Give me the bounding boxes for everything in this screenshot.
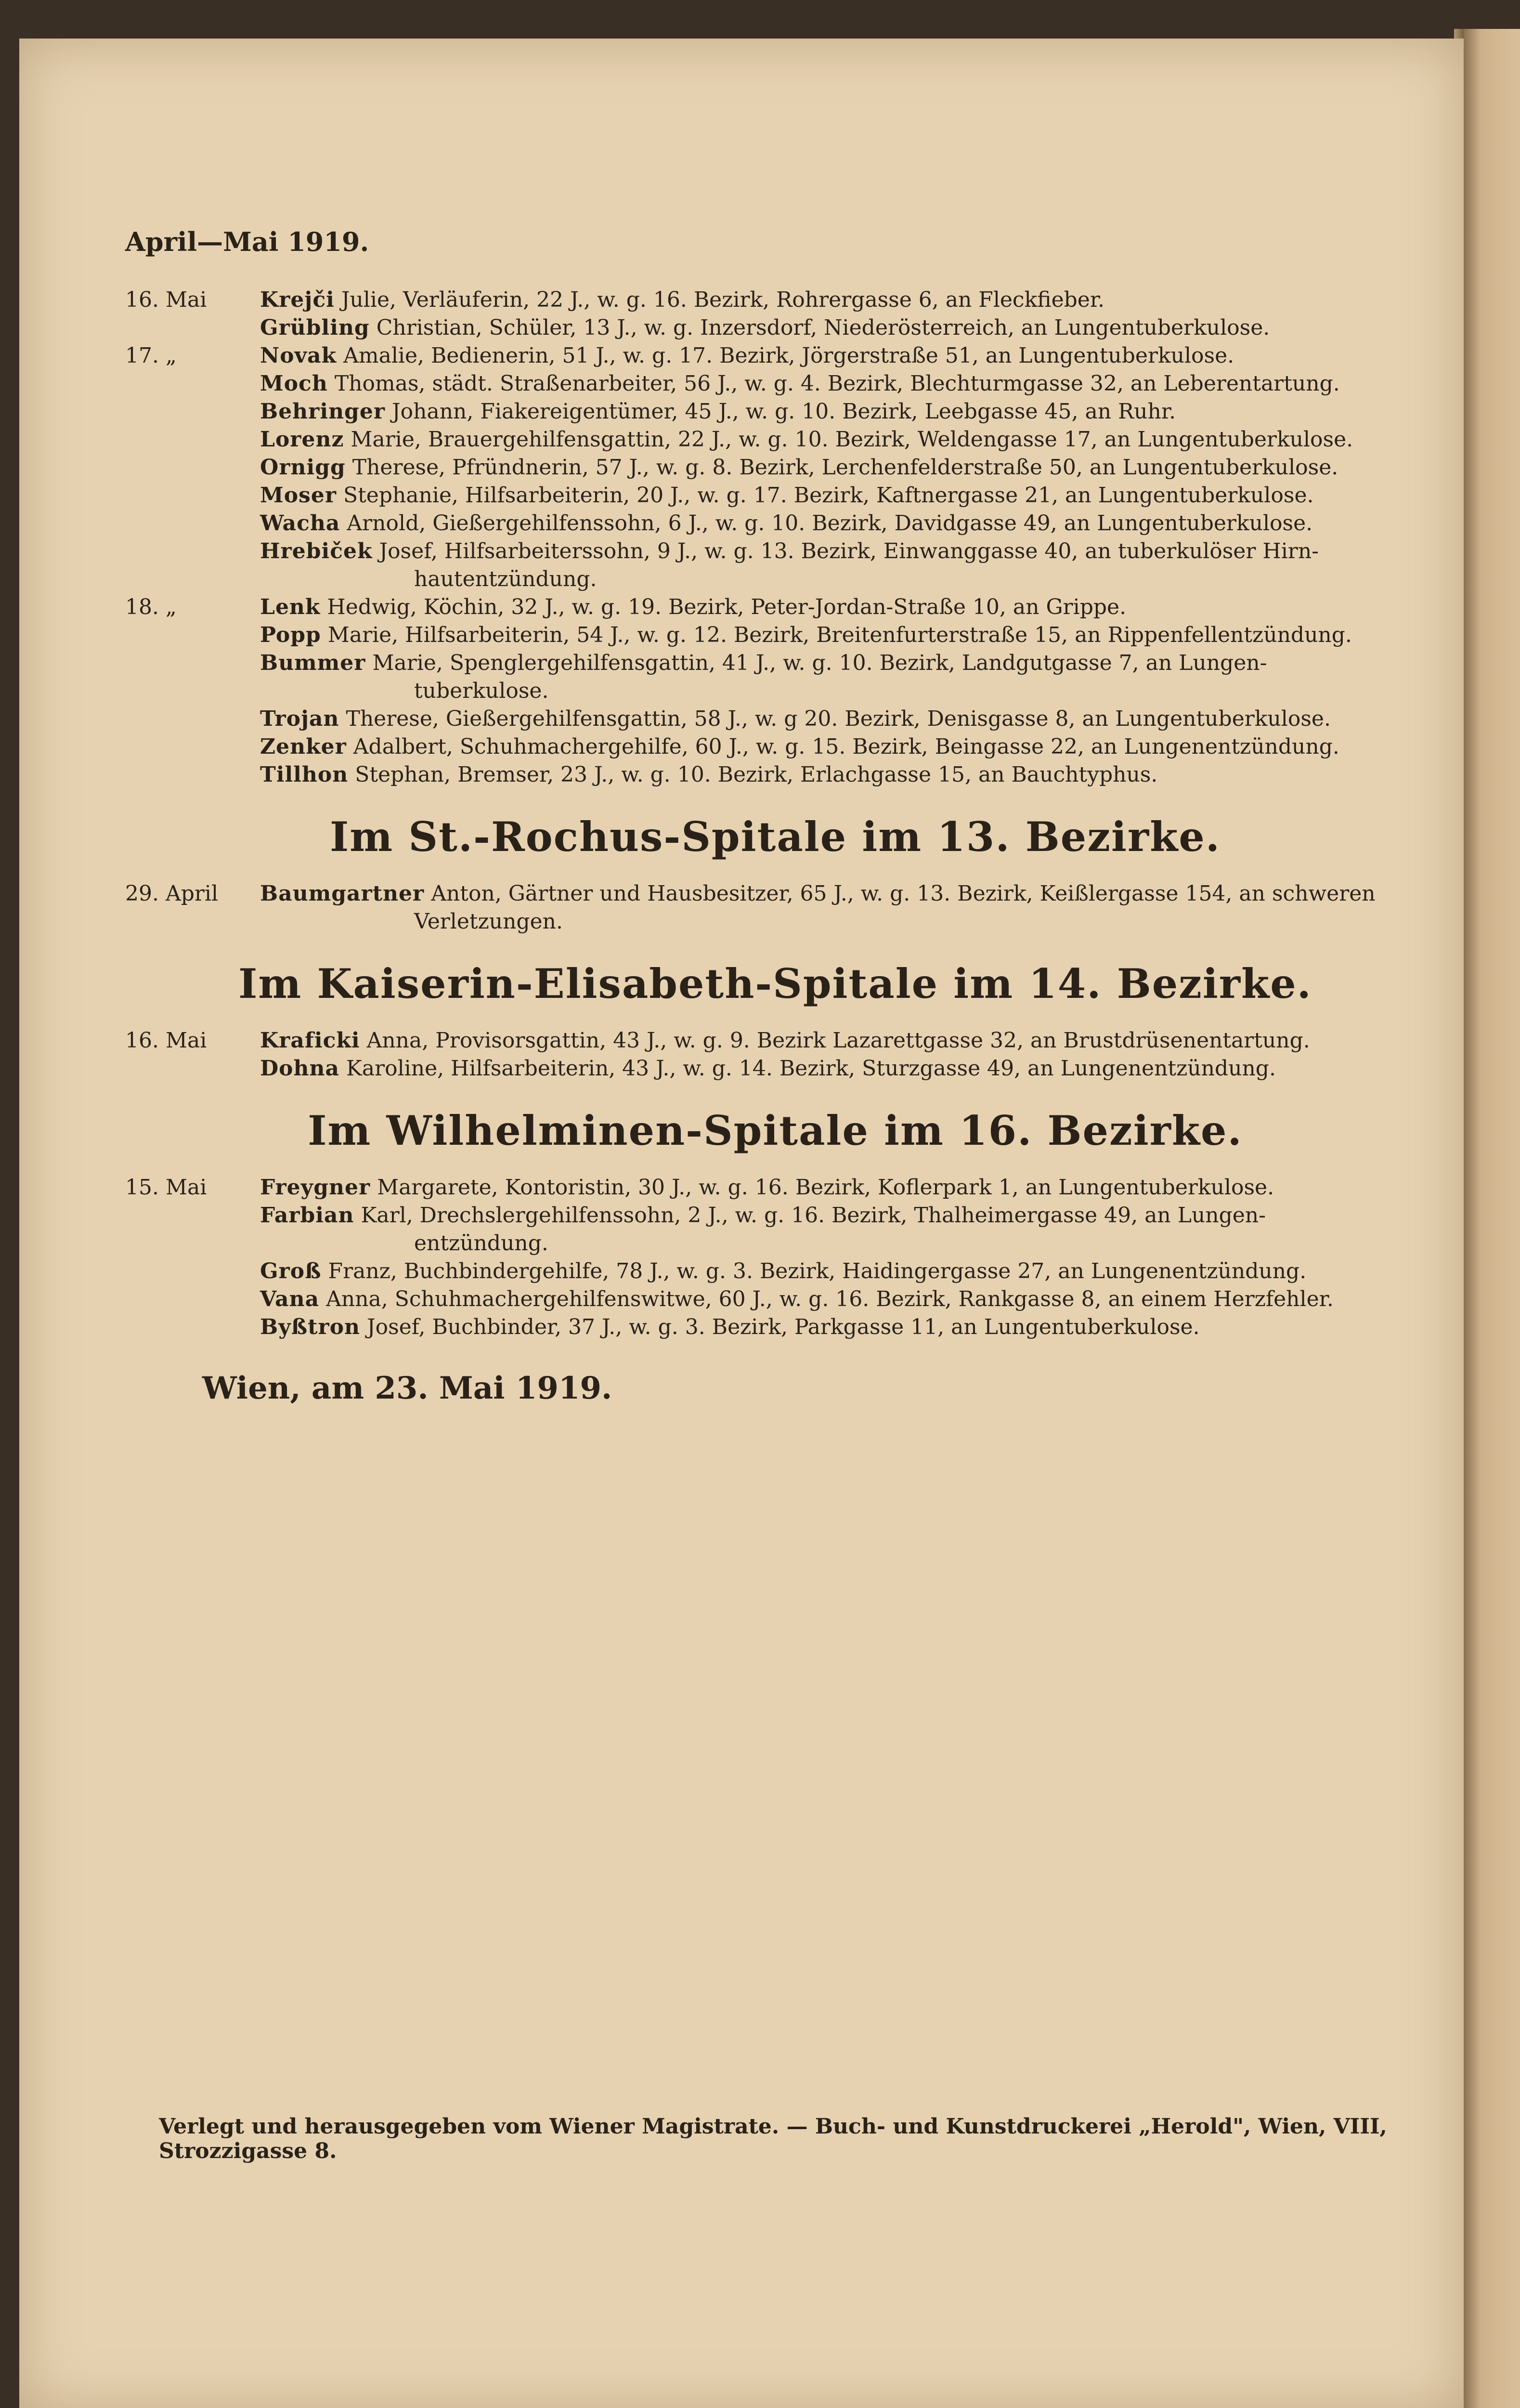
entry-details: Marie, Spenglergehilfensgattin, 41 J., w. g. 10. Bezirk, Landgutgasse 7, an Lungen- [365, 651, 1267, 675]
entry-name: Krejči [260, 288, 335, 312]
entry-date [125, 761, 260, 789]
death-list-wilhelminen [125, 1174, 1425, 1341]
entry-name: Trojan [260, 707, 339, 731]
list-item [125, 510, 1425, 537]
entry-name: Freygner [260, 1175, 371, 1200]
entry-details: Anna, Schuhmachergehilfenswitwe, 60 J., w. g. 16. Bezirk, Rankgasse 8, an einem Herzfehler. [319, 1287, 1334, 1311]
entry-name: Hrebiček [260, 539, 373, 563]
entry-continuation: entzündung. [414, 1231, 548, 1256]
entry-continuation: tuberkulose. [414, 679, 549, 703]
entry-name: Ornigg [260, 455, 346, 480]
entry-text [260, 621, 1425, 649]
entry-details: Johann, Fiakereigentümer, 45 J., w. g. 10. Bezirk, Leebgasse 45, an Ruhr. [385, 399, 1176, 424]
entry-text [260, 286, 1425, 314]
entry-details: Christian, Schüler, 13 J., w. g. Inzersdorf, Niederösterreich, an Lungentuberkulose. [369, 315, 1270, 340]
entry-name: Dohna [260, 1056, 339, 1081]
signature-line: Wien, am 23. Mai 1919. [202, 1370, 612, 1406]
entry-date: 17. „ [125, 343, 177, 368]
entry-text [260, 314, 1425, 342]
list-item [125, 1202, 1425, 1230]
entry-details: Anton, Gärtner und Hausbesitzer, 65 J., w. g. 13. Bezirk, Keißlergasse 154, an schweren [424, 881, 1376, 906]
list-item [125, 454, 1425, 482]
entry-details: Josef, Buchbinder, 37 J., w. g. 3. Bezirk, Parkgasse 11, an Lungentuberkulose. [360, 1315, 1200, 1339]
entry-text [260, 1202, 1425, 1230]
entry-name: Groß [260, 1259, 322, 1283]
page-content [125, 226, 1425, 1406]
entry-date [125, 1202, 260, 1230]
entry-name: Bummer [260, 651, 366, 675]
entry-continuation: hautentzündung. [414, 567, 597, 591]
list-item [125, 342, 1425, 370]
entry-date [125, 1285, 260, 1313]
list-item [125, 593, 1425, 621]
list-item [125, 621, 1425, 649]
list-item [125, 705, 1425, 733]
adjacent-page-edge [1464, 29, 1520, 2408]
entry-date [125, 621, 260, 649]
entry-details: Franz, Buchbindergehilfe, 78 J., w. g. 3. Bezirk, Haidingergasse 27, an Lungenentzündung. [321, 1259, 1307, 1283]
entry-text [260, 510, 1425, 537]
entry-name: Popp [260, 623, 321, 647]
entry-date: 16. Mai [125, 288, 207, 312]
death-list-general [125, 286, 1425, 789]
entry-text [260, 1027, 1425, 1055]
entry-name: Kraficki [260, 1028, 360, 1053]
list-item [125, 733, 1425, 761]
entry-date [125, 314, 260, 342]
entry-text [260, 761, 1425, 789]
entry-details: Hedwig, Köchin, 32 J., w. g. 19. Bezirk, Peter-Jordan-Straße 10, an Grippe. [320, 595, 1127, 619]
entry-date [125, 1055, 260, 1083]
entry-text [260, 1313, 1425, 1341]
entry-name: Zenker [260, 734, 347, 759]
entry-date: 16. Mai [125, 1028, 207, 1053]
entry-date [125, 454, 260, 482]
entry-details: Josef, Hilfsarbeiterssohn, 9 J., w. g. 13. Bezirk, Einwanggasse 40, an tuberkulöser Hirn- [372, 539, 1319, 563]
entry-date [125, 705, 260, 733]
list-item [125, 1055, 1425, 1083]
entry-date [125, 1257, 260, 1285]
entry-text [260, 880, 1425, 908]
list-item [125, 1313, 1425, 1341]
entry-date [125, 426, 260, 454]
entry-date [125, 649, 260, 677]
list-item [125, 286, 1425, 314]
list-item [125, 1027, 1425, 1055]
entry-details: Marie, Brauergehilfensgattin, 22 J., w. g. 10. Bezirk, Weldengasse 17, an Lungentuberkulose. [344, 427, 1353, 452]
entry-text [260, 593, 1425, 621]
publisher-footer: Verlegt und herausgegeben vom Wiener Magistrate. — Buch- und Kunstdruckerei „Herold", Wien, VIII, Strozzigasse 8. [159, 2114, 1387, 2163]
entry-details: Amalie, Bedienerin, 51 J., w. g. 17. Bezirk, Jörgerstraße 51, an Lungentuberkulose. [337, 343, 1234, 368]
entry-name: Lenk [260, 595, 321, 619]
list-item [125, 370, 1425, 398]
entry-name: Tillhon [260, 762, 349, 787]
entry-text [260, 1257, 1425, 1285]
entry-text [260, 705, 1425, 733]
list-item [125, 1285, 1425, 1313]
entry-details: Julie, Verläuferin, 22 J., w. g. 16. Bezirk, Rohrergasse 6, an Fleckfieber. [334, 288, 1105, 312]
entry-name: Moch [260, 371, 328, 396]
list-item [125, 426, 1425, 454]
entry-date [125, 510, 260, 537]
entry-date [125, 733, 260, 761]
section-title-rochus: Im St.-Rochus-Spitale im 13. Bezirke. [329, 813, 1221, 861]
entry-date [125, 537, 260, 565]
list-item [125, 1174, 1425, 1202]
list-item [125, 482, 1425, 510]
death-list-elisabeth [125, 1027, 1425, 1083]
entry-name: Farbian [260, 1203, 354, 1228]
list-item [125, 1257, 1425, 1285]
section-title-elisabeth: Im Kaiserin-Elisabeth-Spitale im 14. Bezirke. [238, 960, 1312, 1008]
entry-text [260, 733, 1425, 761]
entry-details: Margarete, Kontoristin, 30 J., w. g. 16. Bezirk, Koflerpark 1, an Lungentuberkulose. [370, 1175, 1274, 1200]
entry-text [260, 1285, 1425, 1313]
entry-text [260, 342, 1425, 370]
entry-name: Behringer [260, 399, 386, 424]
entry-details: Stephanie, Hilfsarbeiterin, 20 J., w. g. 17. Bezirk, Kaftnergasse 21, an Lungentuberkulose. [337, 483, 1314, 508]
entry-date [125, 482, 260, 510]
entry-details: Therese, Pfründnerin, 57 J., w. g. 8. Bezirk, Lerchenfelderstraße 50, an Lungentuberkulose. [345, 455, 1338, 480]
entry-name: Novak [260, 343, 337, 368]
entry-details: Stephan, Bremser, 23 J., w. g. 10. Bezirk, Erlachgasse 15, an Bauchtyphus. [348, 762, 1158, 787]
death-list-rochus [125, 880, 1425, 936]
entry-text [260, 482, 1425, 510]
entry-continuation: Verletzungen. [414, 909, 563, 934]
list-item [125, 398, 1425, 426]
entry-text [260, 398, 1425, 426]
entry-name: Lorenz [260, 427, 344, 452]
entry-name: Byßtron [260, 1315, 361, 1339]
list-item [125, 880, 1425, 908]
entry-name: Baumgartner [260, 881, 425, 906]
entry-text [260, 370, 1425, 398]
entry-date: 18. „ [125, 595, 177, 619]
entry-details: Karoline, Hilfsarbeiterin, 43 J., w. g. 14. Bezirk, Sturzgasse 49, an Lungenentzündung. [339, 1056, 1276, 1081]
entry-text [260, 537, 1425, 565]
entry-text [260, 1055, 1425, 1083]
list-item [125, 314, 1425, 342]
list-item [125, 761, 1425, 789]
entry-name: Grübling [260, 315, 370, 340]
entry-details: Arnold, Gießergehilfenssohn, 6 J., w. g. 10. Bezirk, Davidgasse 49, an Lungentuberkulose. [340, 511, 1313, 536]
entry-date: 15. Mai [125, 1175, 207, 1200]
entry-text [260, 426, 1425, 454]
list-item [125, 649, 1425, 677]
entry-details: Karl, Drechslergehilfenssohn, 2 J., w. g. 16. Bezirk, Thalheimergasse 49, an Lungen- [354, 1203, 1266, 1228]
section-title-wilhelminen: Im Wilhelminen-Spitale im 16. Bezirke. [308, 1107, 1243, 1154]
entry-details: Thomas, städt. Straßenarbeiter, 56 J., w. g. 4. Bezirk, Blechturmgasse 32, an Leberentartung. [327, 371, 1340, 396]
entry-text [260, 454, 1425, 482]
entry-details: Anna, Provisorsgattin, 43 J., w. g. 9. Bezirk Lazarettgasse 32, an Brustdrüsenentartung. [360, 1028, 1310, 1053]
entry-date [125, 370, 260, 398]
entry-text [260, 649, 1425, 677]
entry-details: Therese, Gießergehilfensgattin, 58 J., w. g 20. Bezirk, Denisgasse 8, an Lungentuberkulose. [339, 707, 1331, 731]
entry-date [125, 398, 260, 426]
entry-date [125, 1313, 260, 1341]
entry-name: Vana [260, 1287, 320, 1311]
page-header: April—Mai 1919. [125, 226, 369, 257]
entry-details: Marie, Hilfsarbeiterin, 54 J., w. g. 12. Bezirk, Breitenfurterstraße 15, an Rippenfellentzündung. [321, 623, 1352, 647]
entry-name: Moser [260, 483, 337, 508]
entry-details: Adalbert, Schuhmachergehilfe, 60 J., w. g. 15. Bezirk, Beingasse 22, an Lungenentzündung. [346, 734, 1339, 759]
entry-name: Wacha [260, 511, 340, 536]
list-item [125, 537, 1425, 565]
entry-date: 29. April [125, 881, 219, 906]
entry-text [260, 1174, 1425, 1202]
